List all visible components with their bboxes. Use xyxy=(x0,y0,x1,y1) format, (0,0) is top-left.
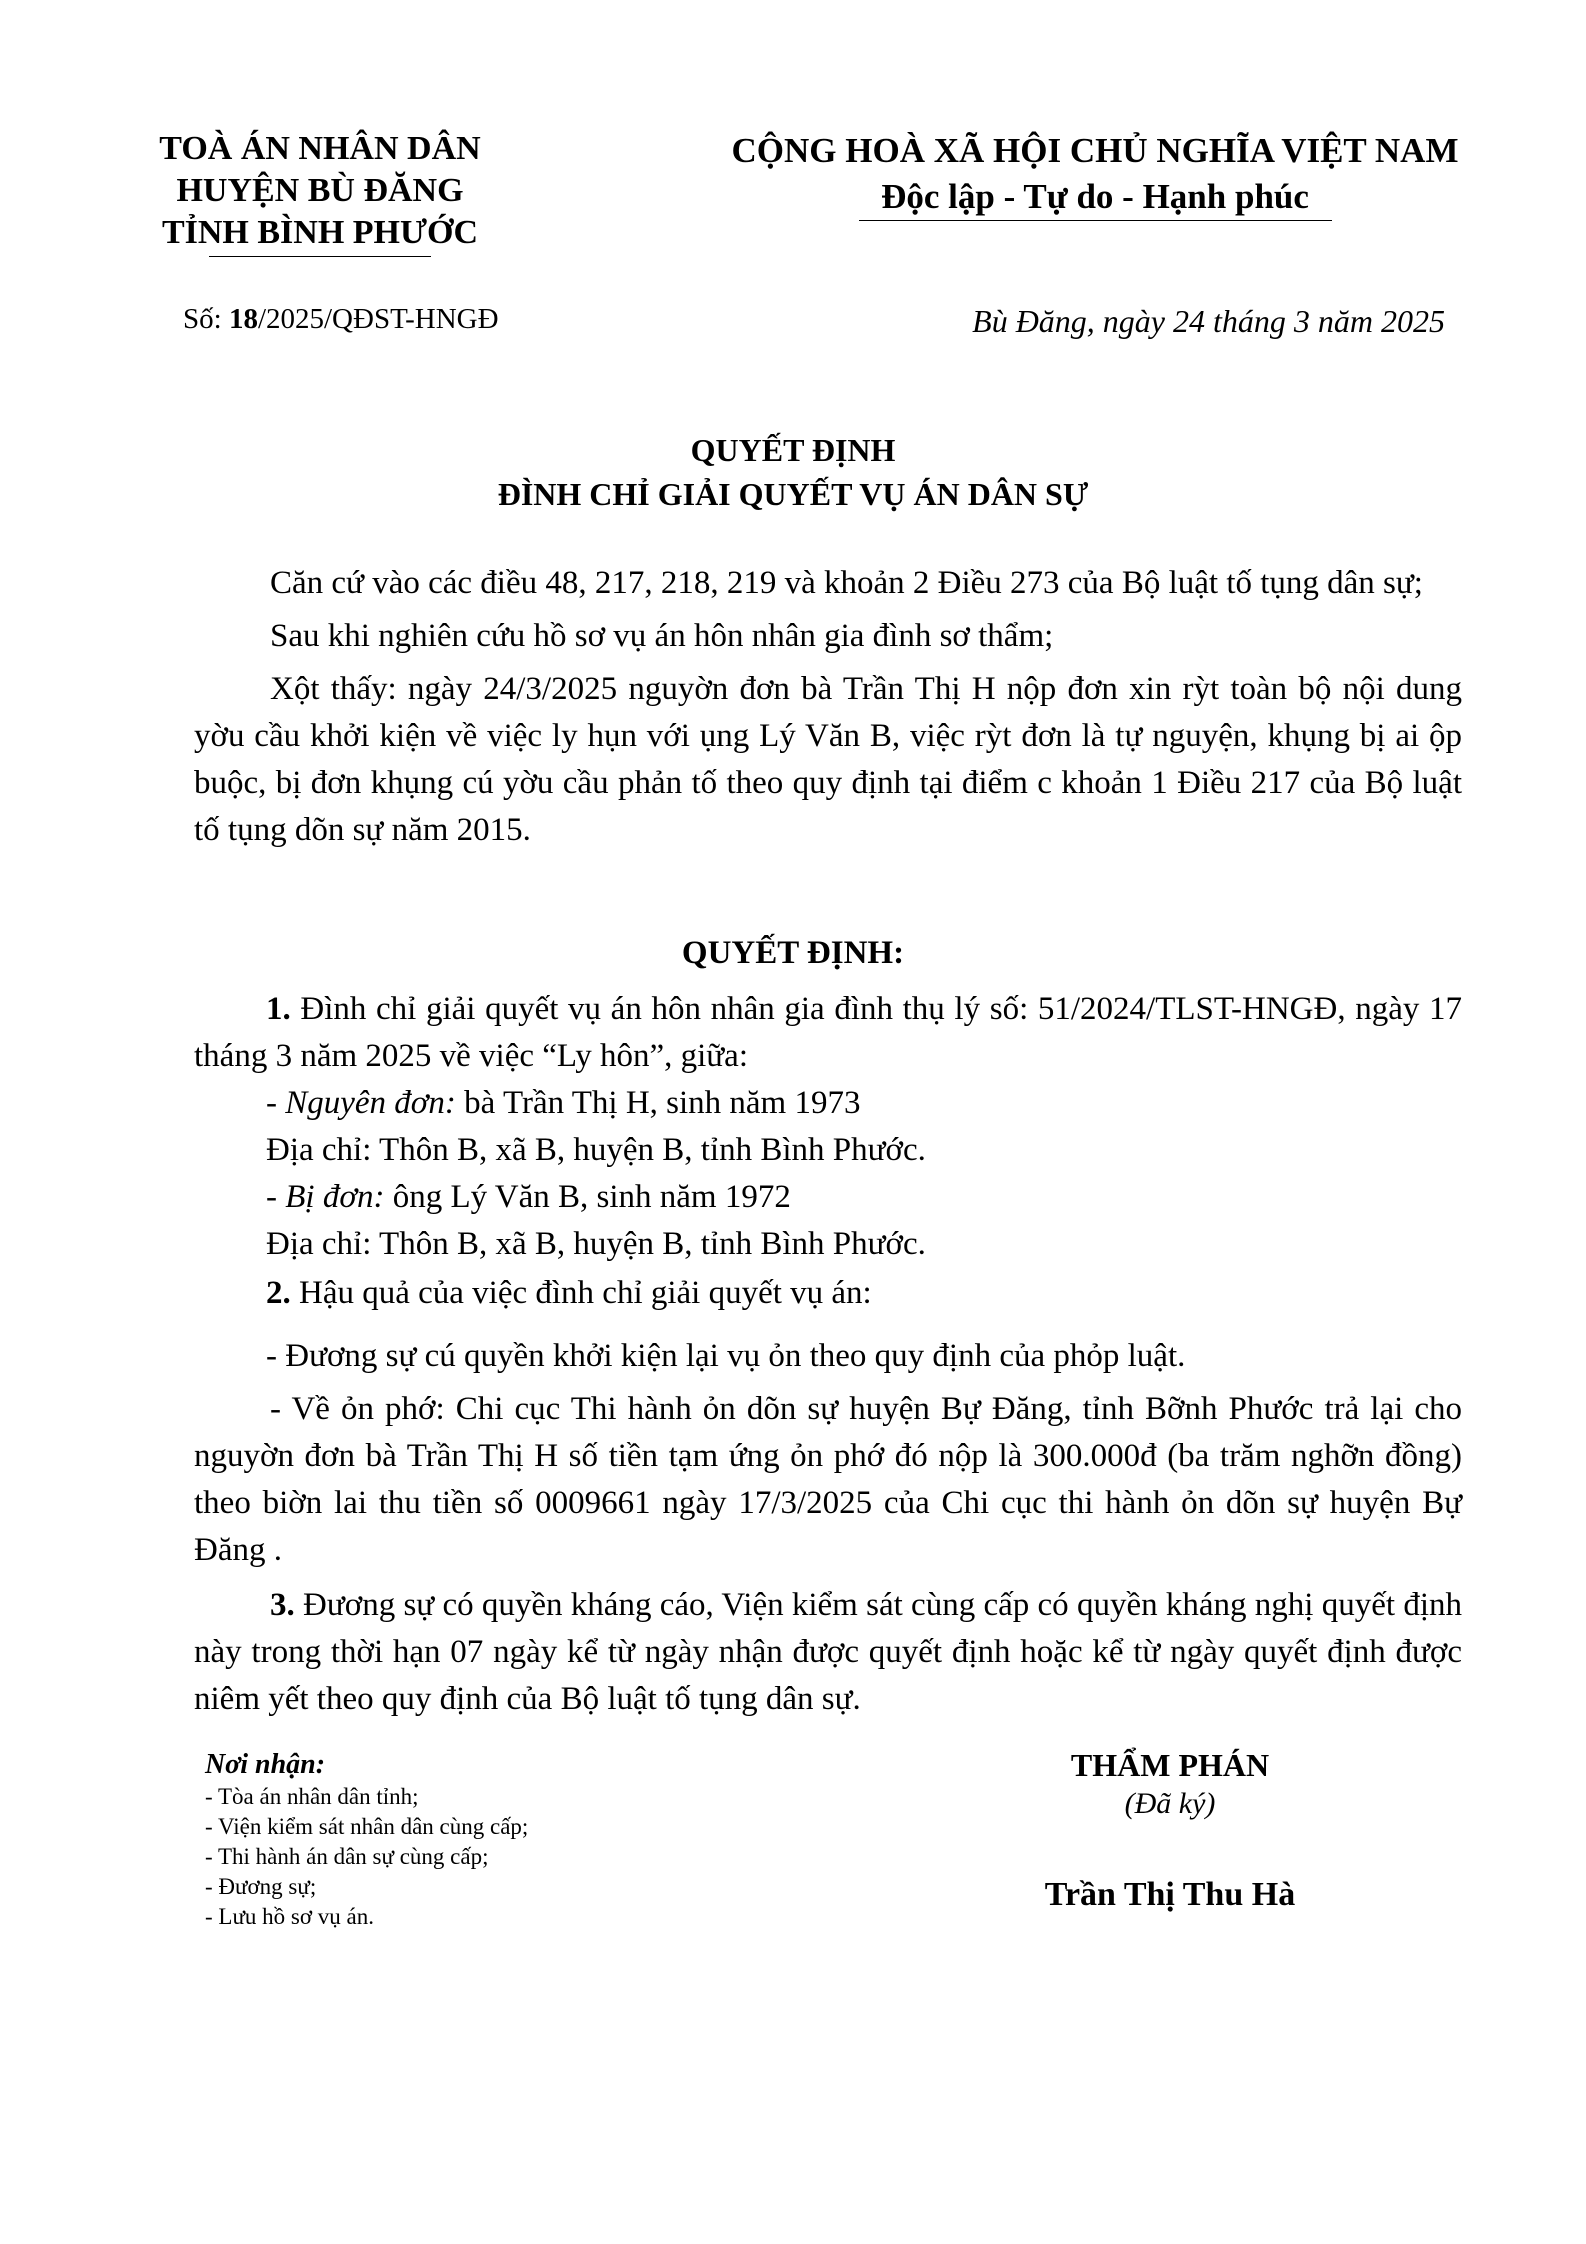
motto-underline xyxy=(859,220,1332,221)
plaintiff-address: Địa chỉ: Thôn B, xã B, huyện B, tỉnh Bình Phước. xyxy=(266,1132,926,1168)
document-date: Bù Đăng, ngày 24 tháng 3 năm 2025 xyxy=(972,303,1445,339)
judge-title: THẨM PHÁN xyxy=(1070,1747,1270,1783)
preamble xyxy=(194,560,1462,854)
case-study-note: Sau khi nghiên cứu hồ sơ vụ án hôn nhân gia đình sơ thẩm; xyxy=(270,618,1054,654)
decision-item-3 xyxy=(194,1582,1462,1723)
defendant-line xyxy=(194,1174,1462,1221)
court-province-line: TỈNH BÌNH PHƯỚC xyxy=(161,214,479,251)
document-number xyxy=(183,303,499,336)
defendant-address: Địa chỉ: Thôn B, xã B, huyện B, tỉnh Bình Phước. xyxy=(266,1226,926,1262)
court-header xyxy=(140,128,500,257)
item-1-text xyxy=(194,986,1462,1080)
national-header xyxy=(715,128,1475,221)
decision-subtitle: ĐÌNH CHỈ GIẢI QUYẾT VỤ ÁN DÂN SỰ xyxy=(497,476,1089,512)
decision-heading: QUYẾT ĐỊNH: xyxy=(681,935,905,971)
recipients xyxy=(205,1748,765,1932)
signature-block xyxy=(960,1745,1380,1915)
consideration: Xột thấy: ngày 24/3/2025 nguyờn đơn bà Trần Thị H nộp đơn xin rỳt toàn bộ nội dung yờu cầu khởi kiện về việc ly hụn với ụng Lý Văn B, việc rỳt đơn là tự nguyện, khụng bị ai ộp buộc, bị đơn khụng cú yờu cầu phản tố theo quy định tại điểm c khoản 1 Điều 217 của Bộ luật tố tụng dõn sự năm 2015. xyxy=(194,671,1462,848)
item-1-number: 1. xyxy=(266,991,291,1027)
plaintiff-label: Nguyên đơn: xyxy=(285,1085,456,1121)
right-to-resue: - Đương sự cú quyền khởi kiện lại vụ ỏn theo quy định của phỏp luật. xyxy=(266,1338,1186,1374)
defendant-label: Bị đơn: xyxy=(285,1179,385,1215)
judge-name: Trần Thị Thu Hà xyxy=(1044,1876,1296,1913)
plaintiff-dash: - xyxy=(266,1085,286,1121)
court-header-underline xyxy=(209,256,431,257)
signed-note: (Đã ký) xyxy=(1124,1787,1216,1820)
item-3-body: Đương sự có quyền kháng cáo, Viện kiểm sát cùng cấp có quyền kháng nghị quyết định này trong thời hạn 07 ngày kể từ ngày nhận được quyết định hoặc kể từ ngày quyết định được niêm yết theo quy định của Bộ luật tố tụng dân sự. xyxy=(194,1587,1462,1717)
item-2-text xyxy=(194,1270,1462,1317)
item-3-number: 3. xyxy=(270,1587,295,1623)
country-name: CỘNG HOÀ XÃ HỘI CHỦ NGHĨA VIỆT NAM xyxy=(731,131,1459,170)
recipient-item: - Thi hành án dân sự cùng cấp; xyxy=(205,1844,489,1869)
decision-item-1 xyxy=(194,986,1462,1268)
legal-basis: Căn cứ vào các điều 48, 217, 218, 219 và khoản 2 Điều 273 của Bộ luật tố tụng dân sự; xyxy=(270,565,1423,601)
recipient-item: - Tòa án nhân dân tỉnh; xyxy=(205,1784,419,1809)
national-motto: Độc lập - Tự do - Hạnh phúc xyxy=(881,177,1309,216)
court-fee-refund: - Về ỏn phớ: Chi cục Thi hành ỏn dõn sự huyện Bự Đăng, tỉnh Bỡnh Phước trả lại cho nguyờn đơn bà Trần Thị H số tiền tạm ứng ỏn phớ đó nộp là 300.000đ (ba trăm nghỡn đồng) theo biờn lai thu tiền số 0009661 ngày 17/3/2025 của Chi cục thi hành ỏn dõn sự huyện Bự Đăng . xyxy=(194,1391,1462,1568)
court-name-line: TOÀ ÁN NHÂN DÂN xyxy=(159,130,481,167)
decision-title: QUYẾT ĐỊNH xyxy=(690,432,896,468)
item-3-text xyxy=(194,1582,1462,1723)
recipient-item: - Lưu hồ sơ vụ án. xyxy=(205,1904,374,1929)
recipient-item: - Viện kiểm sát nhân dân cùng cấp; xyxy=(205,1814,529,1839)
defendant-info: ông Lý Văn B, sinh năm 1972 xyxy=(384,1179,791,1215)
document-number-prefix: Số: xyxy=(183,303,229,335)
item-2-number: 2. xyxy=(266,1275,291,1311)
court-district-line: HUYỆN BÙ ĐĂNG xyxy=(176,172,464,209)
plaintiff-info: bà Trần Thị H, sinh năm 1973 xyxy=(455,1085,861,1121)
item-1-body: Đình chỉ giải quyết vụ án hôn nhân gia đình thụ lý số: 51/2024/TLST-HNGĐ, ngày 17 tháng 3 năm 2025 về việc “Ly hôn”, giữa: xyxy=(194,991,1462,1074)
recipients-heading: Nơi nhận: xyxy=(205,1749,326,1780)
plaintiff-line xyxy=(194,1080,1462,1127)
item-2-body: Hậu quả của việc đình chỉ giải quyết vụ án: xyxy=(290,1275,872,1311)
decision-item-2 xyxy=(194,1270,1462,1574)
defendant-dash: - xyxy=(266,1179,286,1215)
document-number-suffix: /2025/QĐST-HNGĐ xyxy=(257,303,499,335)
recipient-item: - Đương sự; xyxy=(205,1874,317,1899)
document-number-value: 18 xyxy=(228,303,258,335)
